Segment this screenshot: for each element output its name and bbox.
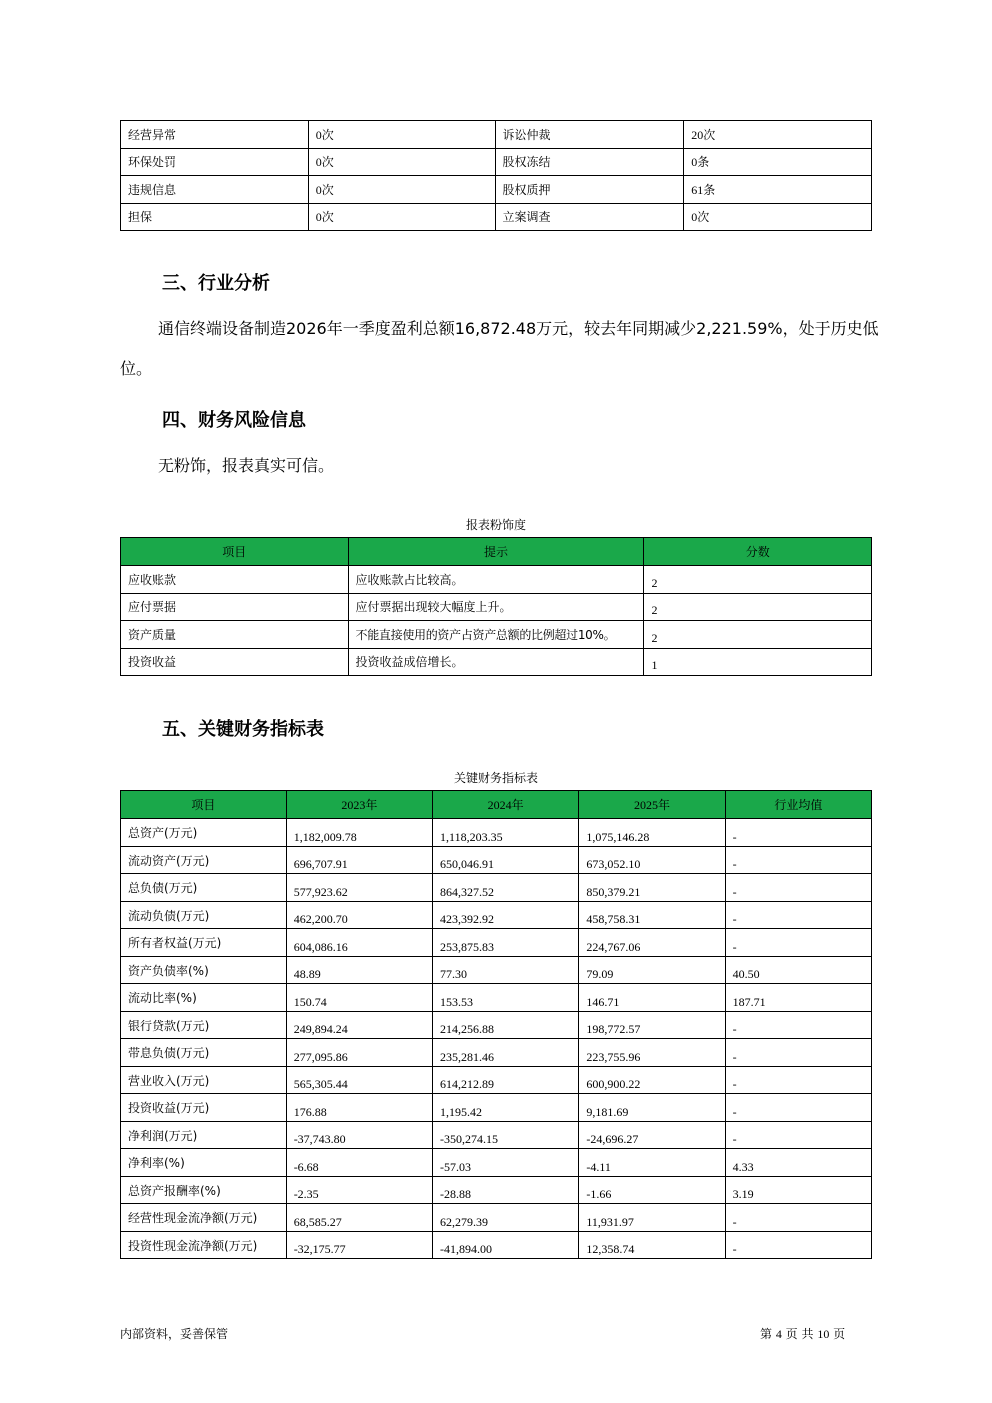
table-row [121,1121,872,1149]
table-row [121,984,872,1012]
table-row [121,148,872,176]
kpi-label-cell: 资产负债率(%) [121,956,287,984]
kpi-2024-cell: -350,274.15 [433,1121,579,1149]
page-mid: 页 共 [785,1327,814,1341]
kpi-2024-cell: 153.53 [433,984,579,1012]
kpi-table [120,790,872,1259]
risk-label: 立案调查 [495,203,684,231]
kpi-2024-cell: 423,392.92 [433,901,579,929]
kpi-2024-cell: 1,195.42 [433,1094,579,1122]
kpi-2025-cell: -24,696.27 [579,1121,725,1149]
table-header-row [121,791,872,819]
kpi-2023-cell: -2.35 [286,1176,432,1204]
footer-page-number [760,1325,845,1342]
risk-value: 0次 [308,203,495,231]
table-row [121,1176,872,1204]
kpi-industry-avg-cell: 187.71 [725,984,871,1012]
score-cell: 2 [644,566,872,594]
kpi-2023-cell: 565,305.44 [286,1066,432,1094]
footer-confidential-note: 内部资料，妥善保管 [120,1327,229,1341]
kpi-2023-cell: -32,175.77 [286,1231,432,1259]
kpi-industry-avg-cell: - [725,1231,871,1259]
kpi-2024-cell: 214,256.88 [433,1011,579,1039]
table-row [121,593,872,621]
table-row [121,1094,872,1122]
table-row [121,874,872,902]
kpi-2024-cell: -57.03 [433,1149,579,1177]
kpi-2023-cell: 249,894.24 [286,1011,432,1039]
risk-value: 0次 [308,148,495,176]
kpi-industry-avg-cell: - [725,1121,871,1149]
risk-label: 违规信息 [121,176,309,204]
kpi-2025-cell: 12,358.74 [579,1231,725,1259]
kpi-2025-cell: 79.09 [579,956,725,984]
kpi-2025-cell: 673,052.10 [579,846,725,874]
kpi-2025-cell: 198,772.57 [579,1011,725,1039]
kpi-2024-cell: 650,046.91 [433,846,579,874]
risk-value: 0次 [308,121,495,149]
section-heading-financial-risk: 四、财务风险信息 [162,410,306,431]
kpi-2025-cell: 600,900.22 [579,1066,725,1094]
table-row [121,846,872,874]
score-cell: 2 [644,621,872,649]
item-cell: 应付票据 [121,593,349,621]
table-row [121,621,872,649]
kpi-label-cell: 流动比率(%) [121,984,287,1012]
kpi-industry-avg-cell: 3.19 [725,1176,871,1204]
risk-label: 环保处罚 [121,148,309,176]
column-header: 提示 [348,538,644,566]
risk-label: 经营异常 [121,121,309,149]
kpi-industry-avg-cell: 4.33 [725,1149,871,1177]
kpi-industry-avg-cell: - [725,819,871,847]
kpi-2023-cell: 150.74 [286,984,432,1012]
kpi-2023-cell: 48.89 [286,956,432,984]
risk-value: 61条 [684,176,872,204]
kpi-label-cell: 经营性现金流净额(万元) [121,1204,287,1232]
hint-cell: 投资收益成倍增长。 [348,648,644,676]
column-header: 2023年 [286,791,432,819]
section-heading-kpi: 五、关键财务指标表 [162,719,324,740]
page-current: 4 [775,1327,782,1341]
column-header: 行业均值 [725,791,871,819]
kpi-2023-cell: 604,086.16 [286,929,432,957]
kpi-label-cell: 净利润(万元) [121,1121,287,1149]
table-row [121,819,872,847]
table-row [121,203,872,231]
risk-value: 0次 [684,203,872,231]
item-cell: 投资收益 [121,648,349,676]
table-row [121,929,872,957]
kpi-label-cell: 流动资产(万元) [121,846,287,874]
kpi-2025-cell: 146.71 [579,984,725,1012]
table-row [121,1149,872,1177]
kpi-2024-cell: 864,327.52 [433,874,579,902]
kpi-2023-cell: 68,585.27 [286,1204,432,1232]
kpi-2023-cell: -37,743.80 [286,1121,432,1149]
table-row [121,648,872,676]
risk-value: 0次 [308,176,495,204]
kpi-industry-avg-cell: - [725,1204,871,1232]
kpi-table-caption: 关键财务指标表 [453,771,538,785]
page-suffix: 页 [833,1327,846,1341]
kpi-industry-avg-cell: - [725,901,871,929]
hint-cell: 应付票据出现较大幅度上升。 [348,593,644,621]
kpi-label-cell: 银行贷款(万元) [121,1011,287,1039]
kpi-2024-cell: -41,894.00 [433,1231,579,1259]
score-cell: 1 [644,648,872,676]
risk-value: 20次 [684,121,872,149]
kpi-2024-cell: 235,281.46 [433,1039,579,1067]
kpi-2024-cell: 62,279.39 [433,1204,579,1232]
kpi-label-cell: 营业收入(万元) [121,1066,287,1094]
kpi-2024-cell: 614,212.89 [433,1066,579,1094]
kpi-label-cell: 净利率(%) [121,1149,287,1177]
kpi-2025-cell: -4.11 [579,1149,725,1177]
risk-summary-table [120,120,872,231]
financial-risk-paragraph: 无粉饰，报表真实可信。 [158,456,335,475]
industry-paragraph: 通信终端设备制造2026年一季度盈利总额16,872.48万元，较去年同期减少2,221.59%，处于历史低位。 [120,319,879,378]
kpi-2024-cell: -28.88 [433,1176,579,1204]
kpi-industry-avg-cell: - [725,846,871,874]
kpi-label-cell: 投资性现金流净额(万元) [121,1231,287,1259]
kpi-2025-cell: -1.66 [579,1176,725,1204]
kpi-label-cell: 总资产报酬率(%) [121,1176,287,1204]
score-cell: 2 [644,593,872,621]
kpi-2023-cell: 176.88 [286,1094,432,1122]
section-heading-industry: 三、行业分析 [162,273,270,294]
table-row [121,121,872,149]
kpi-2023-cell: 577,923.62 [286,874,432,902]
kpi-2023-cell: 696,707.91 [286,846,432,874]
risk-label: 担保 [121,203,309,231]
kpi-2023-cell: 462,200.70 [286,901,432,929]
table-row [121,956,872,984]
kpi-industry-avg-cell: - [725,929,871,957]
kpi-industry-avg-cell: 40.50 [725,956,871,984]
whitewash-table [120,537,872,676]
kpi-table-body [121,819,872,1259]
hint-cell: 不能直接使用的资产占资产总额的比例超过10%。 [348,621,644,649]
table-row [121,566,872,594]
table-row [121,1011,872,1039]
kpi-2025-cell: 224,767.06 [579,929,725,957]
table-header-row [121,538,872,566]
kpi-2025-cell: 223,755.96 [579,1039,725,1067]
column-header: 项目 [121,791,287,819]
whitewash-table-caption: 报表粉饰度 [465,518,526,532]
kpi-2024-cell: 253,875.83 [433,929,579,957]
kpi-2024-cell: 1,118,203.35 [433,819,579,847]
page-prefix: 第 [760,1327,773,1341]
table-row [121,901,872,929]
risk-label: 诉讼仲裁 [495,121,684,149]
column-header: 项目 [121,538,349,566]
kpi-2023-cell: -6.68 [286,1149,432,1177]
kpi-industry-avg-cell: - [725,1094,871,1122]
item-cell: 资产质量 [121,621,349,649]
table-row [121,1231,872,1259]
kpi-2025-cell: 1,075,146.28 [579,819,725,847]
risk-label: 股权质押 [495,176,684,204]
kpi-2023-cell: 277,095.86 [286,1039,432,1067]
table-row [121,1204,872,1232]
column-header: 2025年 [579,791,725,819]
kpi-2024-cell: 77.30 [433,956,579,984]
kpi-label-cell: 总负债(万元) [121,874,287,902]
kpi-2025-cell: 458,758.31 [579,901,725,929]
kpi-2025-cell: 850,379.21 [579,874,725,902]
kpi-2025-cell: 11,931.97 [579,1204,725,1232]
kpi-label-cell: 流动负债(万元) [121,901,287,929]
kpi-industry-avg-cell: - [725,1039,871,1067]
kpi-label-cell: 总资产(万元) [121,819,287,847]
column-header: 分数 [644,538,872,566]
kpi-industry-avg-cell: - [725,874,871,902]
kpi-label-cell: 所有者权益(万元) [121,929,287,957]
kpi-industry-avg-cell: - [725,1066,871,1094]
kpi-2025-cell: 9,181.69 [579,1094,725,1122]
item-cell: 应收账款 [121,566,349,594]
table-row [121,1039,872,1067]
kpi-2023-cell: 1,182,009.78 [286,819,432,847]
kpi-label-cell: 带息负债(万元) [121,1039,287,1067]
kpi-industry-avg-cell: - [725,1011,871,1039]
risk-value: 0条 [684,148,872,176]
page-total: 10 [817,1327,830,1341]
risk-label: 股权冻结 [495,148,684,176]
kpi-label-cell: 投资收益(万元) [121,1094,287,1122]
table-row [121,1066,872,1094]
table-row [121,176,872,204]
hint-cell: 应收账款占比较高。 [348,566,644,594]
column-header: 2024年 [433,791,579,819]
